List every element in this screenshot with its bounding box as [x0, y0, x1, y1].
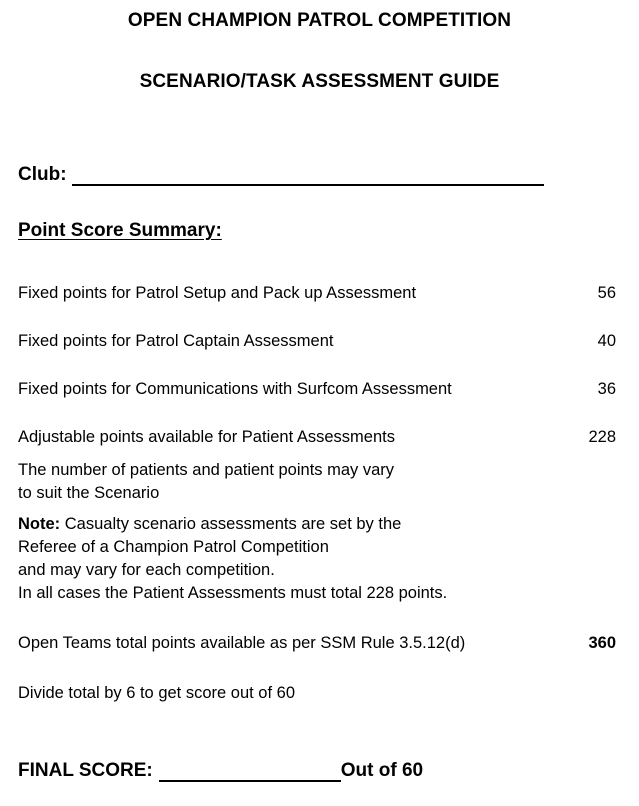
- score-row-label: Fixed points for Communications with Surfcom Assessment: [18, 380, 452, 398]
- variability-note: [18, 459, 394, 505]
- score-row-value: 56: [597, 284, 616, 302]
- score-row-communications: [18, 380, 616, 399]
- club-field-label: Club:: [18, 164, 67, 185]
- point-score-summary-heading: Point Score Summary:: [18, 220, 222, 241]
- document-title-line-1: OPEN CHAMPION PATROL COMPETITION: [127, 10, 512, 31]
- score-row-value: 228: [588, 428, 616, 446]
- variability-note-line-2: to suit the Scenario: [18, 484, 160, 502]
- final-score-input[interactable]: [159, 762, 341, 782]
- score-row-value: 36: [597, 380, 616, 398]
- final-score-suffix: Out of 60: [340, 760, 424, 781]
- score-row-open-teams-total: [18, 634, 616, 653]
- score-row-label: Fixed points for Patrol Captain Assessment: [18, 332, 334, 350]
- score-row-label: Fixed points for Patrol Setup and Pack up Assessment: [18, 284, 417, 302]
- club-field-input[interactable]: [72, 165, 544, 186]
- final-score-label: FINAL SCORE:: [18, 760, 153, 781]
- score-row-patrol-captain: [18, 332, 616, 351]
- note-line-2: Referee of a Champion Patrol Competition: [18, 538, 329, 556]
- note-line-3: and may vary for each competition.: [18, 561, 275, 579]
- note-line-1-text: Casualty scenario assessments are set by the: [60, 515, 402, 533]
- document-title-line-2: SCENARIO/TASK ASSESSMENT GUIDE: [139, 71, 500, 92]
- variability-note-line-1: The number of patients and patient points may vary: [18, 461, 395, 479]
- final-score-row: [18, 760, 423, 782]
- score-row-patient-assessments: [18, 428, 616, 447]
- divide-instruction: [18, 682, 295, 705]
- score-row-label: Open Teams total points available as per SSM Rule 3.5.12(d): [18, 634, 466, 652]
- score-row-value: 40: [597, 332, 616, 350]
- note-line-1: [18, 513, 447, 536]
- note-line-4: In all cases the Patient Assessments must total 228 points.: [18, 584, 448, 602]
- club-field-row: [18, 164, 544, 186]
- note-lead-label: Note:: [18, 515, 61, 533]
- score-row-patrol-setup: [18, 284, 616, 303]
- score-row-label: Adjustable points available for Patient Assessments: [18, 428, 395, 446]
- divide-instruction-text: Divide total by 6 to get score out of 60: [18, 684, 295, 702]
- score-row-value: 360: [588, 634, 616, 652]
- referee-note-block: [18, 513, 447, 605]
